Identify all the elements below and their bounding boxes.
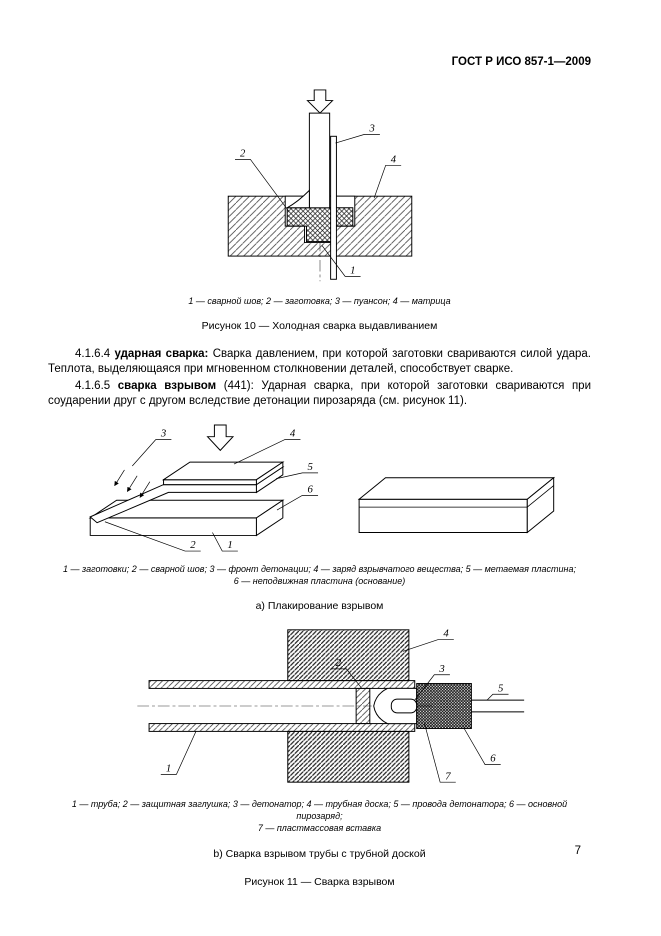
callout-5: 5 [307, 460, 313, 473]
callout-5: 5 [497, 682, 503, 695]
figure11b-caption: b) Сварка взрывом трубы с трубной доской [213, 847, 426, 860]
figure11b-drawing [110, 622, 530, 790]
figure-11b-block [48, 622, 591, 859]
legend-line-1: 1 — заготовки; 2 — сварной шов; 3 — фронт детонации; 4 — заряд взрывчатого вещества; 5 — метаемая пластина; [63, 563, 576, 574]
clause-body: Сварка давлением, при которой заготовки свариваются силой удара. Теплота, выделяющаяся при мгновенном столкновении деталей, способствует сварке. [48, 348, 591, 376]
callout-1: 1 [165, 762, 171, 775]
figure11-main-caption: Рисунок 11 — Сварка взрывом [244, 875, 395, 888]
callout-2: 2 [335, 657, 341, 670]
callout-2: 2 [189, 539, 196, 552]
figure10-caption: Рисунок 10 — Холодная сварка выдавливанием [201, 320, 438, 333]
document-code-header: ГОСТ Р ИСО 857-1—2009 [451, 56, 591, 68]
press-force-arrow-icon [207, 425, 232, 450]
clause-number: 4.1.6.4 [75, 348, 111, 361]
page-number: 7 [574, 845, 581, 857]
figure11a-drawing [75, 423, 565, 555]
callout-3: 3 [438, 662, 445, 675]
paragraph-4-1-6-5 [48, 379, 591, 409]
callout-1: 1 [226, 539, 233, 552]
clause-text [48, 347, 591, 409]
callout-1: 1 [349, 265, 356, 277]
callout-2: 2 [239, 148, 245, 160]
protective-plug [356, 689, 370, 724]
figure10-drawing [175, 88, 465, 287]
callout-4: 4 [442, 627, 449, 640]
legend-line-2: 6 — неподвижная пластина (основание) [233, 576, 406, 587]
legend-line-2: 7 — пластмассовая вставка [257, 823, 382, 834]
figure11b-legend [48, 798, 591, 834]
clause-term: ударная сварка: [114, 348, 209, 361]
main-pyro-charge [416, 684, 471, 729]
figure11a-caption: а) Плакирование взрывом [255, 600, 384, 613]
callout-6: 6 [307, 483, 313, 496]
clause-body: Ударная сварка, при которой заготовки свариваются при соударении друг с другом вследствие детонации пирозаряда (см. рисунок 11). [48, 380, 591, 407]
figure10-legend: 1 — сварной шов; 2 — заготовка; 3 — пуансон; 4 — матрица [188, 296, 451, 306]
paragraph-4-1-6-4 [48, 347, 591, 377]
figure-10-block [48, 88, 591, 332]
figure-11a-block [48, 423, 591, 612]
callout-3: 3 [369, 123, 375, 135]
clause-number: 4.1.6.5 [75, 380, 111, 393]
callout-7: 7 [444, 770, 451, 783]
callout-6: 6 [489, 752, 496, 765]
callout-4: 4 [289, 427, 295, 440]
clad-result-block [359, 478, 554, 533]
clause-ref: (441): [223, 380, 254, 393]
legend-line-1: 1 — труба; 2 — защитная заглушка; 3 — детонатор; 4 — трубная доска; 5 — провода детонатора; 6 — основной пирозаряд; [71, 799, 568, 822]
press-force-arrow-icon [307, 90, 332, 113]
figure11a-legend [48, 563, 591, 587]
callout-3: 3 [160, 427, 166, 440]
callout-4: 4 [390, 154, 396, 166]
clause-term: сварка взрывом [117, 380, 217, 393]
detonator-wires [471, 700, 524, 712]
punch [287, 113, 330, 208]
